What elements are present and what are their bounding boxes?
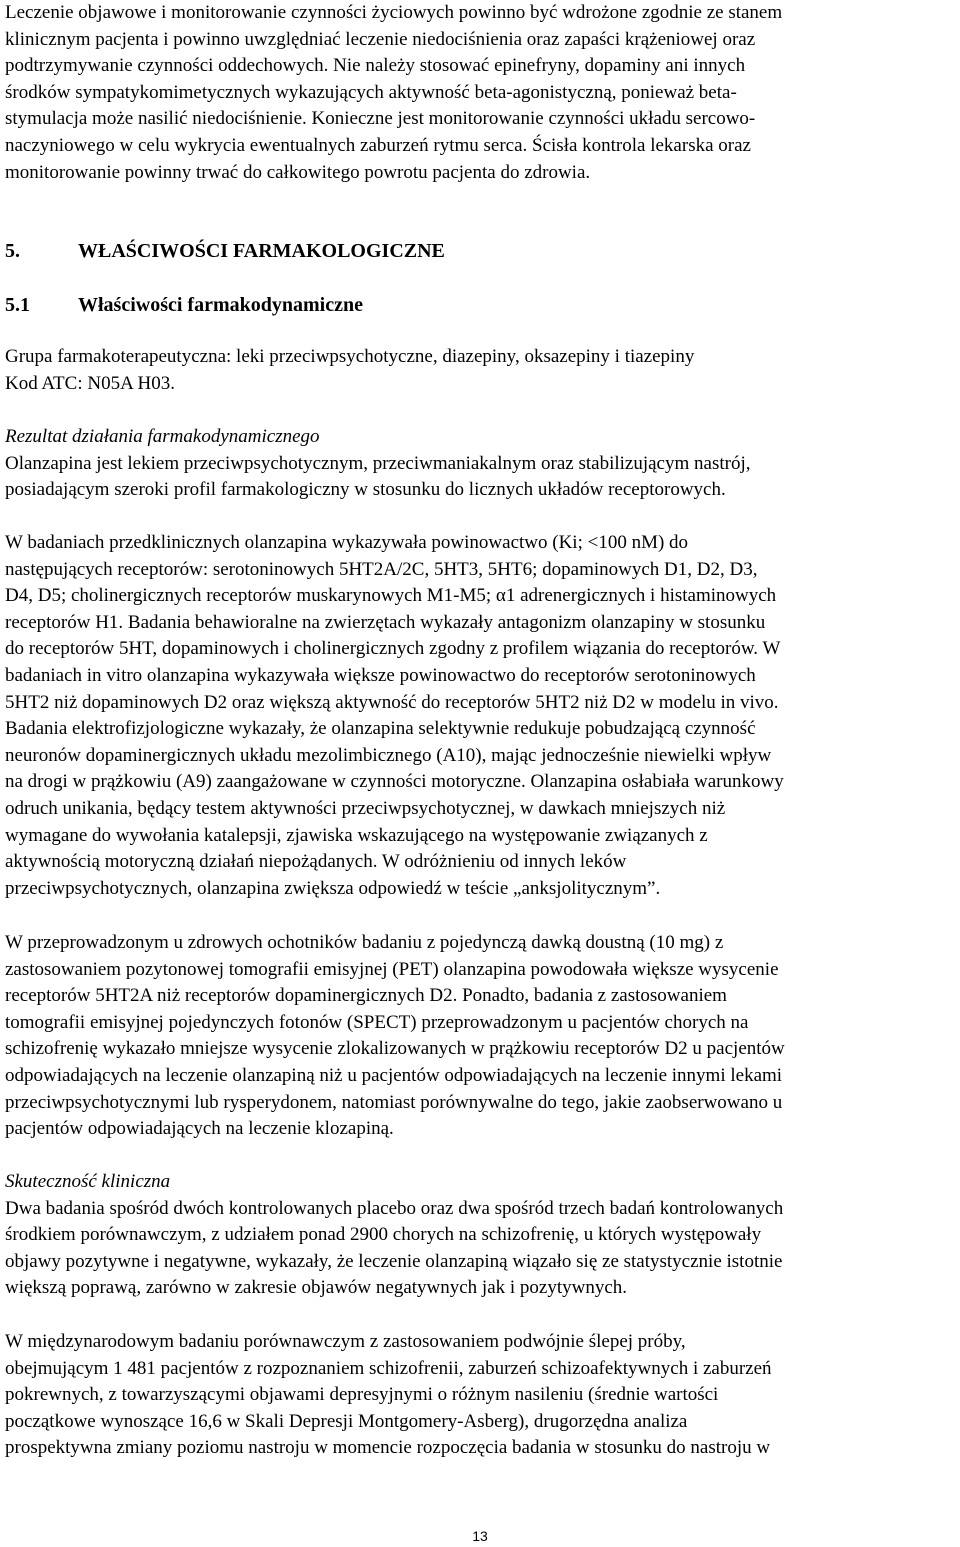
atc-paragraph [5, 344, 955, 397]
text-line: klinicznym pacjenta i powinno uwzględniać leczenie niedociśnienia oraz zapaści krążeniowej oraz [5, 28, 756, 50]
text-line: zastosowaniem pozytonowej tomografii emisyjnej (PET) olanzapina powodowała większe wysycenie [5, 958, 779, 980]
text-line: Badania elektrofizjologiczne wykazały, że olanzapina selektywnie redukuje pobudzającą czynność [5, 718, 756, 740]
text-line: aktywnością motoryczną działań niepożądanych. W odróżnieniu od innych leków [5, 851, 627, 873]
text-line: prospektywna zmiany poziomu nastroju w momencie rozpoczęcia badania w stosunku do nastroju w [5, 1437, 771, 1459]
text-line: obejmującym 1 481 pacjentów z rozpoznaniem schizofrenii, zaburzeń schizoafektywnych i zaburzeń [5, 1357, 772, 1379]
text-line: receptorów H1. Badania behawioralne na zwierzętach wykazały antagonizm olanzapiny w stosunku [5, 611, 766, 633]
text-line: W międzynarodowym badaniu porównawczym z zastosowaniem podwójnie ślepej próby, [5, 1331, 686, 1352]
text-line: Kod ATC: N05A H03. [5, 372, 175, 394]
text-line: do receptorów 5HT, dopaminowych i cholinergicznych zgodny z profilem wiązania do receptorów. W [5, 638, 781, 660]
text-line: początkowe wynoszące 16,6 w Skali Depresji Montgomery-Asberg), drugorzędna analiza [5, 1410, 688, 1432]
text-line: środków sympatykomimetycznych wykazujących aktywność beta-agonistyczną, ponieważ beta- [5, 81, 737, 103]
text-line: przeciwpsychotycznych, olanzapina zwiększa odpowiedź w teście „anksjolitycznym”. [5, 877, 661, 899]
international-study-paragraph [5, 1329, 955, 1462]
subsection-title: Skuteczność kliniczna [5, 1171, 171, 1192]
text-line: 5HT2 niż dopaminowych D2 oraz większą aktywność do receptorów 5HT2 niż D2 w modelu in vivo. [5, 691, 779, 713]
text-line: naczyniowego w celu wykrycia ewentualnych zaburzeń rytmu serca. Ścisła kontrola lekarska oraz [5, 134, 751, 156]
text-line: środkiem porównawczym, z udziałem ponad 2900 chorych na schizofrenię, u których występowały [5, 1224, 762, 1246]
text-line: objawy pozytywne i negatywne, wykazały, że leczenie olanzapiną wiązało się ze statystycznie istotnie [5, 1250, 783, 1272]
section-number: 5.1 [5, 294, 30, 316]
section-title: WŁAŚCIWOŚCI FARMAKOLOGICZNE [78, 240, 445, 262]
text-line: badaniach in vitro olanzapina wykazywała większe powinowactwo do receptorów serotoninowych [5, 664, 756, 686]
text-line: stymulacja może nasilić niedociśnienie. Konieczne jest monitorowanie czynności układu sercowo- [5, 108, 756, 130]
text-line: odruch unikania, będący testem aktywności przeciwpsychotycznej, w dawkach mniejszych niż [5, 797, 726, 819]
text-line: neuronów dopaminergicznych układu mezolimbicznego (A10), mając jednocześnie niewielki wpływ [5, 744, 772, 766]
text-line: większą poprawą, zarówno w zakresie objawów negatywnych jak i pozytywnych. [5, 1277, 628, 1299]
preclinical-paragraph [5, 530, 955, 902]
text-line: monitorowanie powinny trwać do całkowitego powrotu pacjenta do zdrowia. [5, 161, 591, 183]
text-line: podtrzymywanie czynności oddechowych. Nie należy stosować epinefryny, dopaminy ani innych [5, 55, 746, 77]
text-line: D4, D5; cholinergicznych receptorów muskarynowych M1-M5; α1 adrenergicznych i histaminowych [5, 585, 777, 607]
section-number: 5. [5, 240, 20, 262]
text-line: posiadającym szeroki profil farmakologiczny w stosunku do licznych układów receptorowych. [5, 479, 726, 501]
text-line: pacjentów odpowiadających na leczenie klozapiną. [5, 1118, 394, 1140]
text-line: następujących receptorów: serotoninowych 5HT2A/2C, 5HT3, 5HT6; dopaminowych D1, D2, D3, [5, 558, 758, 580]
section-title: Właściwości farmakodynamiczne [78, 294, 363, 316]
text-line: W badaniach przedklinicznych olanzapina wykazywała powinowactwo (Ki; <100 nM) do [5, 532, 689, 553]
text-line: Grupa farmakoterapeutyczna: leki przeciwpsychotyczne, diazepiny, oksazepiny i tiazepiny [5, 346, 695, 367]
text-line: Olanzapina jest lekiem przeciwpsychotycznym, przeciwmaniakalnym oraz stabilizującym nastrój, [5, 452, 751, 474]
intro-paragraph [5, 0, 955, 186]
page-number: 13 [472, 1528, 488, 1544]
text-line: odpowiadających na leczenie olanzapiną niż u pacjentów odpowiadających na leczenie innymi lekami [5, 1064, 783, 1086]
section-5-heading [5, 238, 445, 264]
section-5-1-heading [5, 292, 363, 318]
text-line: przeciwpsychotycznymi lub rysperydonem, natomiast porównywalne do tego, jakie zaobserwowano u [5, 1091, 783, 1113]
text-line: receptorów 5HT2A niż receptorów dopaminergicznych D2. Ponadto, badania z zastosowaniem [5, 985, 727, 1007]
text-line: pokrewnych, z towarzyszącymi objawami depresyjnymi o różnym nasileniu (średnie wartości [5, 1384, 719, 1406]
text-line: Leczenie objawowe i monitorowanie czynności życiowych powinno być wdrożone zgodnie ze stanem [5, 2, 783, 23]
text-line: na drogi w prążkowiu (A9) zaangażowane w czynności motoryczne. Olanzapina osłabiała warunkowy [5, 771, 784, 793]
pet-paragraph [5, 930, 955, 1143]
text-line: schizofrenię wykazało mniejsze wysycenie zlokalizowanych w prążkowiu receptorów D2 u pacjentów [5, 1038, 785, 1060]
pharmacodynamic-paragraph [5, 424, 955, 504]
efficacy-paragraph [5, 1169, 955, 1302]
text-line: wymagane do wywołania katalepsji, zjawiska wskazującego na występowanie związanych z [5, 824, 708, 846]
text-line: tomografii emisyjnej pojedynczych fotonów (SPECT) przeprowadzonym u pacjentów chorych na [5, 1011, 749, 1033]
text-line: Dwa badania spośród dwóch kontrolowanych placebo oraz dwa spośród trzech badań kontrolowanych [5, 1197, 784, 1219]
subsection-title: Rezultat działania farmakodynamicznego [5, 426, 320, 447]
text-line: W przeprowadzonym u zdrowych ochotników badaniu z pojedynczą dawką doustną (10 mg) z [5, 932, 724, 953]
